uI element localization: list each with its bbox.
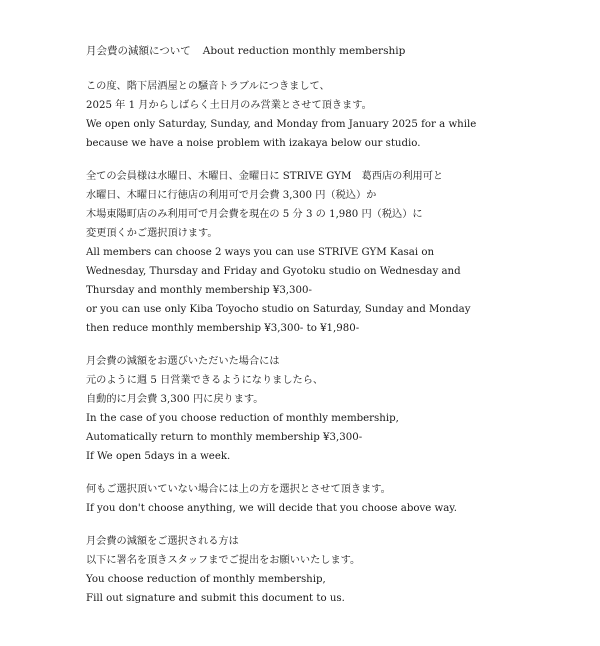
paragraph-line: 何もご選択頂いていない場合には上の方を選択とさせて頂きます。 — [86, 484, 391, 495]
paragraph-line: because we have a noise problem with izakaya below our studio. — [86, 138, 421, 149]
paragraph-line: 水曜日、木曜日に行徳店の利用可で月会費 3,300 円（税込）か — [86, 190, 377, 201]
notice-document — [86, 44, 586, 622]
paragraph-line: 月会費の減額をお選びいただいた場合には — [86, 356, 280, 367]
paragraph-line: 木場東陽町店のみ利用可で月会費を現在の 5 分 3 の 1,980 円（税込）に — [86, 209, 423, 220]
paragraph-line: 以下に署名を頂きスタッフまでご提出をお願いいたします。 — [86, 555, 361, 566]
paragraph-line: Fill out signature and submit this document to us. — [86, 593, 345, 604]
title-japanese: 月会費の減額について — [86, 45, 191, 57]
paragraph-line: 2025 年 1 月からしばらく土日月のみ営業とさせて頂きます。 — [86, 100, 372, 111]
paragraph-line: If you don't choose anything, we will decide that you choose above way. — [86, 503, 457, 514]
section-default-choice — [86, 480, 586, 518]
paragraph-line: You choose reduction of monthly membership, — [86, 574, 326, 585]
paragraph-line: All members can choose 2 ways you can use STRIVE GYM Kasai on — [86, 247, 435, 258]
section-membership-options — [86, 167, 586, 338]
paragraph-line: 全ての会員様は水曜日、木曜日、金曜日に STRIVE GYM 葛西店の利用可と — [86, 171, 444, 182]
paragraph-line: We open only Saturday, Sunday, and Monday from January 2025 for a while — [86, 119, 477, 130]
paragraph-line: then reduce monthly membership ¥3,300- to ¥1,980- — [86, 323, 360, 334]
document-title — [86, 44, 586, 58]
title-english: About reduction monthly membership — [202, 45, 406, 57]
paragraph-line: If We open 5days in a week. — [86, 451, 231, 462]
paragraph-line: 変更頂くかご選択頂けます。 — [86, 228, 218, 239]
paragraph-line: Wednesday, Thursday and Friday and Gyotoku studio on Wednesday and — [86, 266, 461, 277]
paragraph-line: 月会費の減額をご選択される方は — [86, 536, 239, 547]
paragraph-line: この度、階下居酒屋との騒音トラブルにつきまして、 — [86, 81, 330, 92]
section-signature-request — [86, 532, 586, 608]
paragraph-line: In the case of you choose reduction of monthly membership, — [86, 413, 399, 424]
paragraph-line: Automatically return to monthly membership ¥3,300- — [86, 432, 363, 443]
paragraph-line: 自動的に月会費 3,300 円に戻ります。 — [86, 394, 264, 405]
paragraph-line: Thursday and monthly membership ¥3,300- — [86, 285, 312, 296]
section-reduction-return — [86, 352, 586, 466]
section-schedule-change — [86, 77, 586, 153]
paragraph-line: 元のように週 5 日営業できるようになりましたら、 — [86, 375, 324, 386]
paragraph-line: or you can use only Kiba Toyocho studio on Saturday, Sunday and Monday — [86, 304, 471, 315]
